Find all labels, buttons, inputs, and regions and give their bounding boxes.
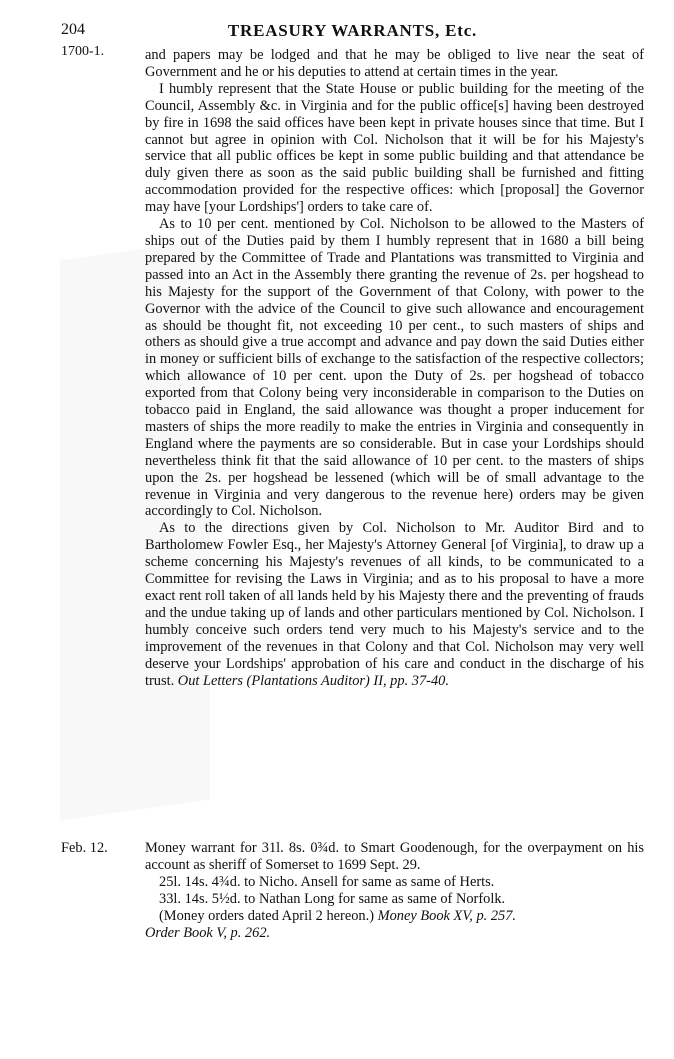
- order-book-reference: Order Book V, p. 262.: [145, 925, 271, 941]
- paragraph-2: I humbly represent that the State House or public building for the meeting of the Council, Assembly &c. in Virginia and for the public office[s] having been destroyed by fire in 1698 the said offices have been kept in private houses since that time. But I cannot but agree in opinion with Col. Nicholson that it will be for his Majesty's service that all public offices be kept in some public building and that attendance be duly given there as soon as the said public building shall be furnished and fitting accommodation provided for the respective offices: which [proposal] the Governor may have [your Lordships'] orders to take care of.: [145, 80, 644, 216]
- running-title: TREASURY WARRANTS, Etc.: [227, 21, 478, 40]
- entry-line-4: [145, 908, 644, 925]
- paragraph-4-text: As to the directions given by Col. Nicholson to Mr. Auditor Bird and to Bartholomew Fowler Esq., her Majesty's Attorney General [of Virginia], to draw up a scheme concerning his Majesty's revenues of all kinds, to be communicated to a Committee for revising the Laws in Virginia; and as to his proposal to have a more exact rent roll taken of all lands held by his Majesty there and the preventing of frauds and the undue taking up of lands and other particulars mentioned by Col. Nicholson. I humbly conceive such orders tend very much to his Majesty's service and to the improvement of the revenues in that Colony and that Col. Nicholson may very well deserve your Lordships' approbation of his care and conduct in the discharge of his trust.: [145, 520, 644, 689]
- page-number: 204: [61, 21, 85, 38]
- entry-line-3: 33l. 14s. 5½d. to Nathan Long for same as same of Norfolk.: [159, 891, 506, 907]
- entry-line-4-text: (Money orders dated April 2 hereon.): [159, 908, 374, 924]
- paragraph-1: and papers may be lodged and that he may be obliged to live near the seat of Government and he or his deputies to attend at certain times in the year.: [145, 47, 644, 80]
- entry-date: Feb. 12.: [61, 840, 108, 856]
- paragraph-3: As to 10 per cent. mentioned by Col. Nicholson to be allowed to the Masters of ships out of the Duties paid by them I humbly represent that in 1680 a bill being prepared by the Committee of Trade and Plantations was transmitted to Virginia and passed into an Act in the Assembly there granting the revenue of 2s. per hogshead to his Majesty for the support of the Government of that Colony, with power to the Governor with the advice of the Council to give such allowance and encouragement as should be thought fit, not exceeding 10 per cent., to such masters of ships and others as should give a true accompt and advance and pay down the said Duties either in money or sufficient bills of exchange to the satisfaction of the respective collectors; which allowance of 10 per cent. upon the Duty of 2s. per hogshead of tobacco exported from that Colony being very inconsiderable in comparison to the Duties on tobacco paid in England, the said allowance was thought a proper inducement for masters of ships the more readily to make the entries in Virginia and consequently in England where the payments are so considerable. But in case your Lordships should nevertheless think fit that the said allowance of 10 per cent. to the masters of ships upon the 2s. per hogshead be lessened (which will be of small advantage to the revenue in Virginia and very dangerous to the revenue here) orders may be given accordingly to Col. Nicholson.: [145, 216, 644, 520]
- year-label: 1700-1.: [61, 44, 105, 59]
- money-book-reference: Money Book XV, p. 257.: [377, 908, 517, 924]
- entry-line-5: [145, 925, 644, 942]
- paragraph-4: [145, 520, 644, 689]
- body-text: [145, 47, 644, 689]
- page-header: [61, 21, 644, 43]
- source-reference: Out Letters (Plantations Auditor) II, pp. 37-40.: [177, 672, 449, 689]
- entry-line-2: 25l. 14s. 4¾d. to Nicho. Ansell for same as same of Herts.: [159, 874, 495, 890]
- entry-text: [145, 840, 644, 942]
- entry-line-1: Money warrant for 31l. 8s. 0¾d. to Smart Goodenough, for the overpayment on his account as sheriff of Somerset to 1699 Sept. 29.: [145, 840, 644, 873]
